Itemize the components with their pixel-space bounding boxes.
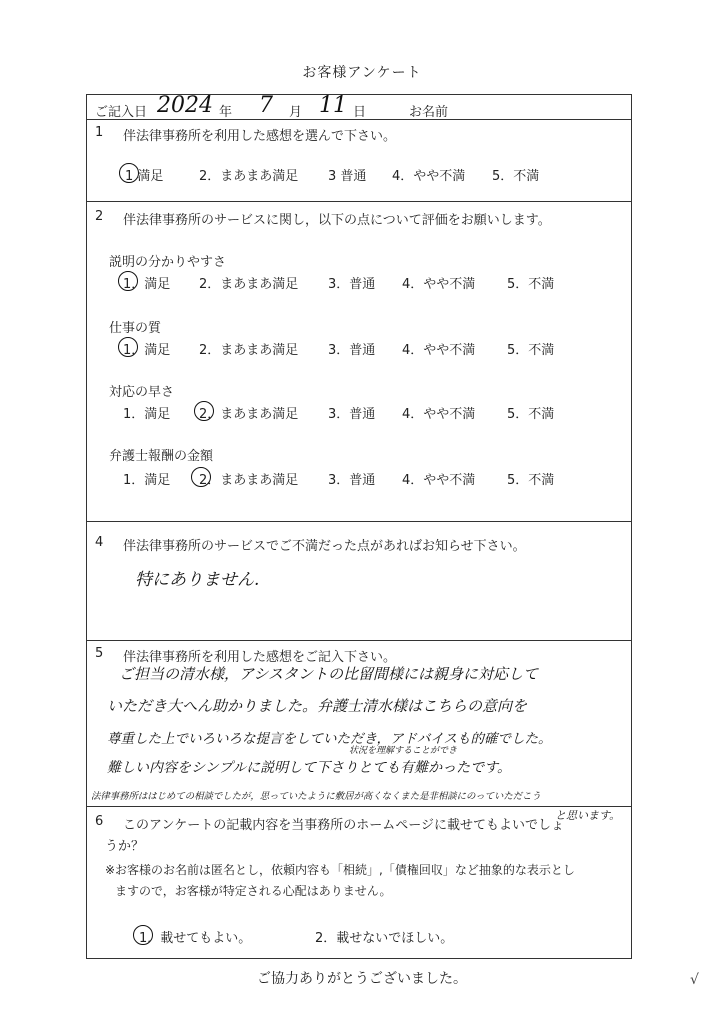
q2-item4-option-5[interactable]: 5．不満 <box>507 473 555 488</box>
q2-item2-option-5[interactable]: 5．不満 <box>507 343 555 358</box>
year-value[interactable]: 2024 <box>157 93 213 118</box>
q2-item-label: 説明の分かりやすさ <box>109 255 227 270</box>
q2-item3-option-2[interactable]: 2．まあまあ満足 <box>199 407 299 422</box>
check-mark: √ <box>690 972 699 988</box>
q2-item1-option-4[interactable]: 4．やや不満 <box>402 277 476 292</box>
divider <box>87 640 631 641</box>
q2-item4-option-4[interactable]: 4．やや不満 <box>402 473 476 488</box>
q5-answer-line[interactable]: 難しい内容をシンプルに説明して下さりとても有難かったです。 <box>107 760 511 776</box>
q6-option-1[interactable]: 1．載せてもよい。 <box>139 931 252 946</box>
q2-item1-option-3[interactable]: 3．普通 <box>328 277 376 292</box>
q5-answer-line[interactable]: 法律事務所ははじめての相談でしたが，思っていたように敷居が高くなくまた是非相談にのっていただこう <box>91 791 541 802</box>
q2-item-label: 仕事の質 <box>109 321 162 336</box>
q1-option-4[interactable]: 4．やや不満 <box>392 169 466 184</box>
q6-note-line1: ※お客様のお名前は匿名とし，依頼内容も「相続」,「債権回収」など抽象的な表示とし <box>105 863 575 877</box>
q2-item2-option-3[interactable]: 3．普通 <box>328 343 376 358</box>
q6-note-line2: ますので，お客様が特定される心配はありません。 <box>115 884 392 898</box>
q2-item3-option-3[interactable]: 3．普通 <box>328 407 376 422</box>
q1-option-3[interactable]: 3 普通 <box>328 169 367 184</box>
divider <box>87 521 631 522</box>
q2-item4-option-2[interactable]: 2．まあまあ満足 <box>199 473 299 488</box>
q6-number: 6 <box>95 814 104 829</box>
q2-item4-option-3[interactable]: 3．普通 <box>328 473 376 488</box>
month-label: 月 <box>289 105 303 120</box>
page-title: お客様アンケート <box>302 65 422 81</box>
thanks-message: ご協力ありがとうございました。 <box>257 971 467 987</box>
q5-answer-line[interactable]: と思います。 <box>555 809 621 822</box>
q2-item-label: 弁護士報酬の金額 <box>109 449 214 464</box>
survey-form <box>86 94 632 959</box>
year-label: 年 <box>219 105 233 120</box>
q5-answer-line[interactable]: いただき大へん助かりました。弁護士清水様はこちらの意向を <box>107 697 528 715</box>
day-label: 日 <box>353 105 367 120</box>
q2-number: 2 <box>95 209 104 224</box>
q2-item1-option-2[interactable]: 2．まあまあ満足 <box>199 277 299 292</box>
q1-option-1[interactable]: 1 満足 <box>125 169 164 184</box>
name-label: お名前 <box>409 105 449 120</box>
q4-question: 伴法律事務所のサービスでご不満だった点があればお知らせ下さい。 <box>123 539 526 554</box>
q6-option-2[interactable]: 2．載せないでほしい。 <box>315 931 454 946</box>
q2-item3-option-1[interactable]: 1．満足 <box>123 407 171 422</box>
divider <box>87 806 631 807</box>
divider <box>87 201 631 202</box>
q5-answer-line[interactable]: ご担当の清水様，アシスタントの比留間様には親身に対応して <box>119 665 538 683</box>
divider <box>87 119 631 120</box>
q5-question: 伴法律事務所を利用した感想をご記入下さい。 <box>123 650 397 665</box>
q2-question: 伴法律事務所のサービスに関し，以下の点について評価をお願いします。 <box>123 213 551 228</box>
q1-question: 伴法律事務所を利用した感想を選んで下さい。 <box>123 129 397 144</box>
q2-item1-option-5[interactable]: 5．不満 <box>507 277 555 292</box>
q1-option-5[interactable]: 5．不満 <box>492 169 540 184</box>
q6-question-line1: このアンケートの記載内容を当事務所のホームページに載せてもよいでしょ <box>123 818 564 833</box>
q2-item2-option-2[interactable]: 2．まあまあ満足 <box>199 343 299 358</box>
q4-answer[interactable]: 特にありません. <box>135 570 260 590</box>
q2-item3-option-5[interactable]: 5．不満 <box>507 407 555 422</box>
month-value[interactable]: 7 <box>259 93 273 118</box>
q2-item4-option-1[interactable]: 1．満足 <box>123 473 171 488</box>
q2-item-label: 対応の早さ <box>109 385 175 400</box>
q1-option-2[interactable]: 2．まあまあ満足 <box>199 169 299 184</box>
q2-item2-option-1[interactable]: 1．満足 <box>123 343 171 358</box>
q2-item2-option-4[interactable]: 4．やや不満 <box>402 343 476 358</box>
q1-number: 1 <box>95 125 104 140</box>
day-value[interactable]: 11 <box>319 93 347 118</box>
q4-number: 4 <box>95 535 104 550</box>
q6-question-line2: うか？ <box>105 839 145 854</box>
q5-answer-line[interactable]: 尊重した上でいろいろな提言をしていただき，アドバイスも的確でした。 <box>107 731 552 747</box>
date-label: ご記入日 <box>95 105 148 120</box>
q5-insertion-note: 状況を理解することができ <box>349 746 458 756</box>
q2-item1-option-1[interactable]: 1．満足 <box>123 277 171 292</box>
q5-number: 5 <box>95 646 104 661</box>
q2-item3-option-4[interactable]: 4．やや不満 <box>402 407 476 422</box>
